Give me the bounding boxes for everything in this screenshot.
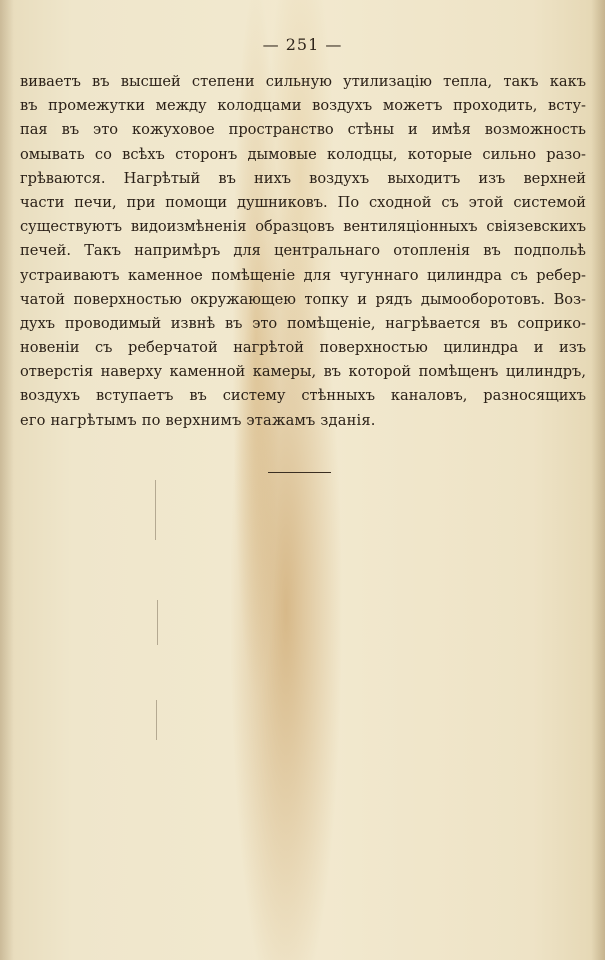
- body-paragraph: [20, 70, 586, 433]
- text-line: воздухъ вступаетъ въ систему стѣнныхъ каналовъ, разносящихъ: [20, 387, 586, 405]
- page-edge-shadow-left: [0, 0, 14, 960]
- text-line: омывать со всѣхъ сторонъ дымовые колодцы, которые сильно разо-: [20, 145, 586, 163]
- paper-crease-mark: [155, 480, 156, 540]
- text-line: пая въ это кожуховое пространство стѣны и имѣя возможность: [20, 121, 586, 139]
- page-number: — 251 —: [262, 35, 343, 54]
- text-line: части печи, при помощи душниковъ. По сходной съ этой системой: [20, 193, 586, 211]
- text-line: грѣваются. Нагрѣтый въ нихъ воздухъ выходитъ изъ верхней: [20, 169, 586, 187]
- page-edge-shadow-right: [591, 0, 605, 960]
- paper-crease-mark: [157, 600, 158, 645]
- text-line: существуютъ видоизмѣненія образцовъ вентиляціонныхъ свіязевскихъ: [20, 218, 586, 236]
- section-end-rule: [268, 472, 331, 473]
- text-line: виваетъ въ высшей степени сильную утилизацію тепла, такъ какъ: [20, 73, 586, 90]
- paper-crease-mark: [156, 700, 157, 740]
- text-line: печей. Такъ напримѣръ для центральнаго отопленія въ подпольѣ: [20, 242, 586, 260]
- text-line-last: его нагрѣтымъ по верхнимъ этажамъ зданія.: [20, 411, 376, 429]
- text-line: въ промежутки между колодцами воздухъ можетъ проходить, всту-: [20, 97, 586, 115]
- text-line: духъ проводимый извнѣ въ это помѣщеніе, нагрѣвается въ соприко-: [20, 314, 586, 332]
- text-line: отверстія наверху каменной камеры, въ которой помѣщенъ цилиндръ,: [20, 363, 586, 381]
- text-line: чатой поверхностью окружающею топку и рядъ дымооборотовъ. Воз-: [20, 290, 586, 308]
- text-line: устраиваютъ каменное помѣщеніе для чугуннаго цилиндра съ ребер-: [20, 266, 586, 284]
- text-line: новеніи съ реберчатой нагрѣтой поверхностью цилиндра и изъ: [20, 339, 586, 357]
